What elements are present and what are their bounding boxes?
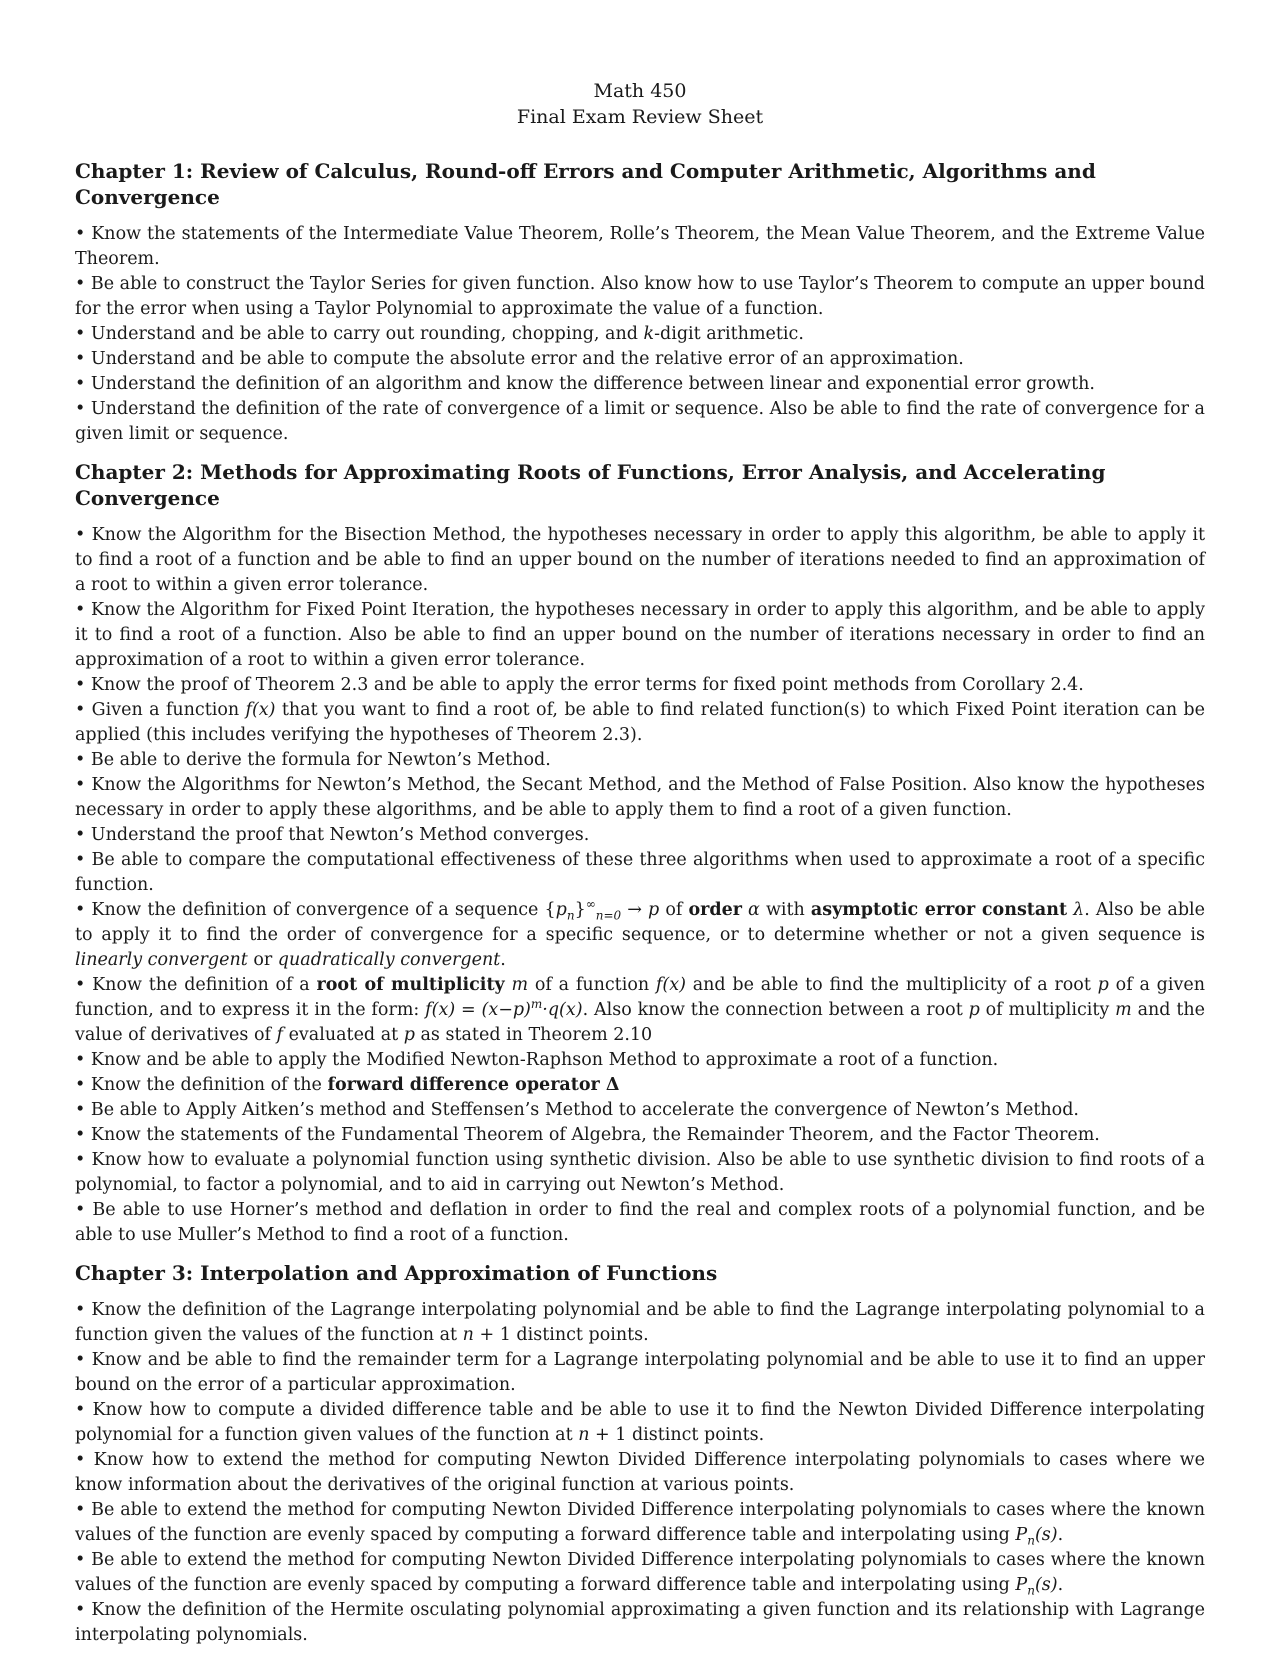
list-item: • Given a function f(x) that you want to find a root of, be able to find related function(s) to which Fixed Point iteration can be applied (this includes verifying the hypotheses of Theorem 2.3). bbox=[75, 698, 1205, 748]
document-header bbox=[75, 78, 1205, 130]
chapter-1-title: Chapter 1: Review of Calculus, Round-off Errors and Computer Arithmetic, Algorithms and Convergence bbox=[75, 159, 1096, 209]
list-item: • Understand the definition of the rate of convergence of a limit or sequence. Also be able to find the rate of convergence for a given limit or sequence. bbox=[75, 397, 1205, 447]
chapter-1-list bbox=[75, 222, 1205, 447]
list-item: • Understand the definition of an algorithm and know the difference between linear and exponential error growth. bbox=[75, 372, 1205, 397]
list-item: • Understand and be able to compute the absolute error and the relative error of an approximation. bbox=[75, 347, 1205, 372]
list-item: • Be able to compare the computational effectiveness of these three algorithms when used to approximate a root of a specific function. bbox=[75, 848, 1205, 898]
list-item: • Know how to evaluate a polynomial function using synthetic division. Also be able to use synthetic division to find roots of a polynomial, to factor a polynomial, and to aid in carrying out Newton’s Method. bbox=[75, 1148, 1205, 1198]
list-item: • Be able to extend the method for computing Newton Divided Difference interpolating polynomials to cases where the known values of the function are evenly spaced by computing a forward difference table and interpolating using $P_n(s)$. bbox=[75, 1548, 1205, 1598]
list-item: • Know how to compute a divided difference table and be able to use it to find the Newton Divided Difference interpolating polynomial for a function given values of the function at n + 1 distinct points. bbox=[75, 1398, 1205, 1448]
list-item: • Know the definition of the forward difference operator Δ bbox=[75, 1073, 1205, 1098]
list-item: • Know the statements of the Fundamental Theorem of Algebra, the Remainder Theorem, and the Factor Theorem. bbox=[75, 1123, 1205, 1148]
course-title: Math 450 bbox=[593, 80, 687, 102]
list-item: • Be able to extend the method for computing Newton Divided Difference interpolating polynomials to cases where the known values of the function are evenly spaced by computing a forward difference table and interpolating using $P_n(s)$. bbox=[75, 1498, 1205, 1548]
list-item: • Know the statements of the Intermediate Value Theorem, Rolle’s Theorem, the Mean Value Theorem, and the Extreme Value Theorem. bbox=[75, 222, 1205, 272]
list-item: • Know how to extend the method for computing Newton Divided Difference interpolating polynomials to cases where we know information about the derivatives of the original function at various points. bbox=[75, 1448, 1205, 1498]
list-item: • Know the definition of convergence of a sequence $\{p_n\}^\infty_{n=0} \to p$ of order α with asymptotic error constant λ. Also be able to apply it to find the order of convergence for a specific sequence, or to determine whether or not a given sequence is linearly convergent or quadratically convergent. bbox=[75, 898, 1205, 973]
list-item: • Be able to construct the Taylor Series for given function. Also know how to use Taylor’s Theorem to compute an upper bound for the error when using a Taylor Polynomial to approximate the value of a function. bbox=[75, 272, 1205, 322]
list-item: • Understand the proof that Newton’s Method converges. bbox=[75, 823, 1205, 848]
list-item: • Be able to derive the formula for Newton’s Method. bbox=[75, 748, 1205, 773]
document-page bbox=[75, 78, 1205, 1660]
chapter-2-list bbox=[75, 523, 1205, 1248]
list-item: • Know the definition of a root of multiplicity m of a function f(x) and be able to find the multiplicity of a root p of a given function, and to express it in the form: $f(x) = (x-p)^m\cdot q(x)$. Also know the connection between a root p of multiplicity m and the value of derivatives of f evaluated at p as stated in Theorem 2.10 bbox=[75, 973, 1205, 1048]
list-item: • Understand and be able to carry out rounding, chopping, and k-digit arithmetic. bbox=[75, 322, 1205, 347]
list-item: • Know and be able to apply the Modified Newton-Raphson Method to approximate a root of a function. bbox=[75, 1048, 1205, 1073]
list-item: • Be able to use Horner’s method and deflation in order to find the real and complex roots of a polynomial function, and be able to use Muller’s Method to find a root of a function. bbox=[75, 1198, 1205, 1248]
list-item: • Know the Algorithm for the Bisection Method, the hypotheses necessary in order to apply this algorithm, be able to apply it to find a root of a function and be able to find an upper bound on the number of iterations needed to find an approximation of a root to within a given error tolerance. bbox=[75, 523, 1205, 598]
list-item: • Be able to Apply Aitken’s method and Steffensen’s Method to accelerate the convergence of Newton’s Method. bbox=[75, 1098, 1205, 1123]
list-item: • Know the proof of Theorem 2.3 and be able to apply the error terms for fixed point methods from Corollary 2.4. bbox=[75, 673, 1205, 698]
list-item: • Know the Algorithm for Fixed Point Iteration, the hypotheses necessary in order to apply this algorithm, and be able to apply it to find a root of a function. Also be able to find an upper bound on the number of iterations necessary in order to find an approximation of a root to within a given error tolerance. bbox=[75, 598, 1205, 673]
chapter-3-section bbox=[75, 1260, 1205, 1648]
chapter-2-title: Chapter 2: Methods for Approximating Roots of Functions, Error Analysis, and Accelerating Convergence bbox=[75, 460, 1106, 510]
list-item: • Know the Algorithms for Newton’s Method, the Secant Method, and the Method of False Position. Also know the hypotheses necessary in order to apply these algorithms, and be able to apply them to find a root of a given function. bbox=[75, 773, 1205, 823]
list-item: • Know the definition of the Lagrange interpolating polynomial and be able to find the Lagrange interpolating polynomial to a function given the values of the function at n + 1 distinct points. bbox=[75, 1298, 1205, 1348]
chapter-3-list bbox=[75, 1298, 1205, 1648]
chapter-3-title: Chapter 3: Interpolation and Approximation of Functions bbox=[75, 1261, 718, 1285]
chapter-1-section bbox=[75, 158, 1205, 447]
list-item: • Know the definition of the Hermite osculating polynomial approximating a given function and its relationship with Lagrange interpolating polynomials. bbox=[75, 1598, 1205, 1648]
sheet-title: Final Exam Review Sheet bbox=[516, 106, 764, 128]
list-item: • Know and be able to find the remainder term for a Lagrange interpolating polynomial and be able to use it to find an upper bound on the error of a particular approximation. bbox=[75, 1348, 1205, 1398]
chapter-2-section bbox=[75, 459, 1205, 1248]
